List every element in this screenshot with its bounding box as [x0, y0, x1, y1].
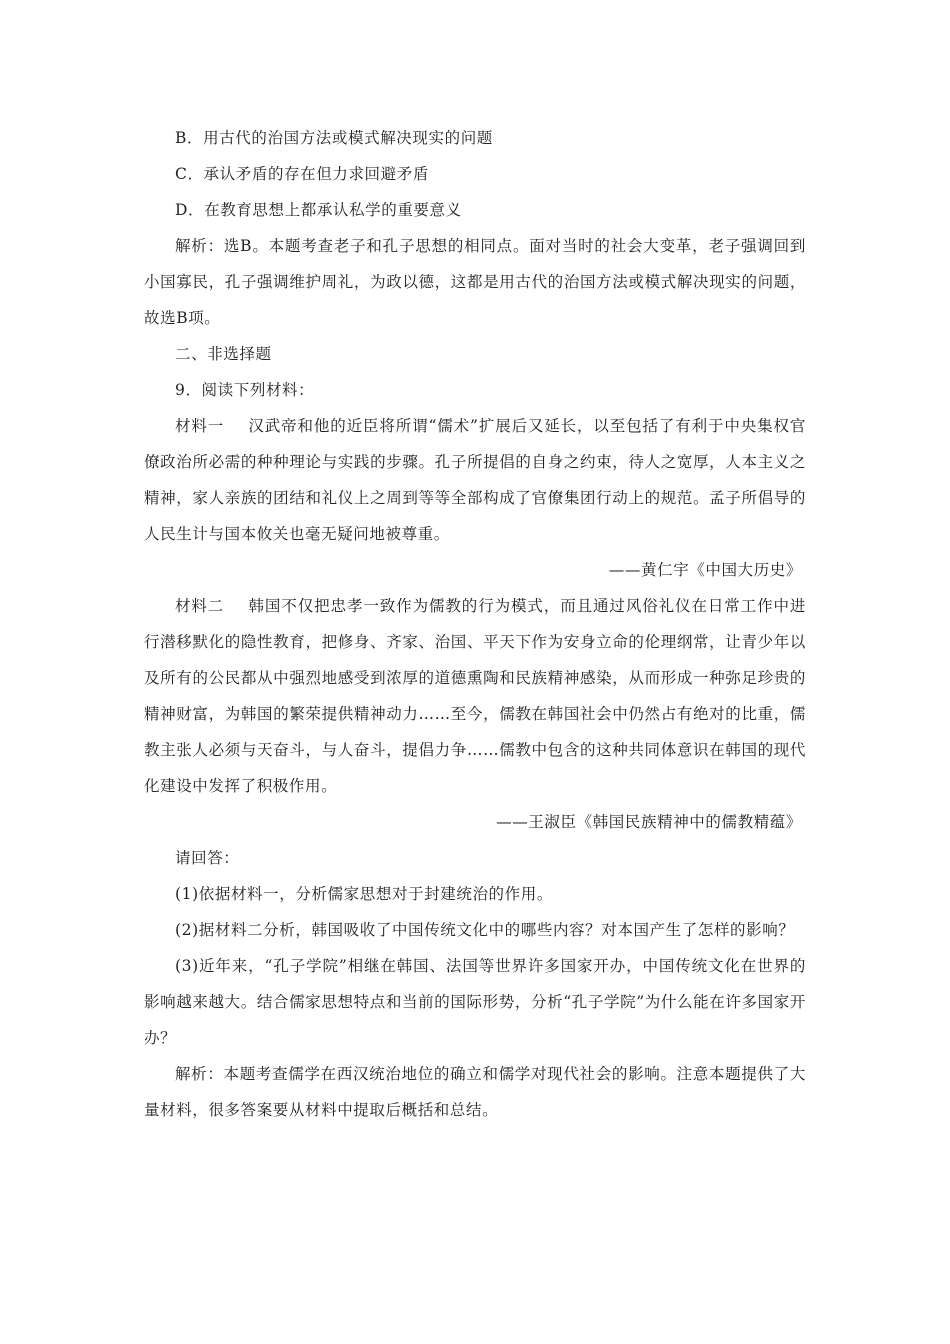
option-c: C．承认矛盾的存在但力求回避矛盾	[175, 165, 429, 183]
material-one	[144, 408, 806, 552]
document-body	[144, 120, 806, 1128]
analysis-question-8: 解析：选B。本题考查老子和孔子思想的相同点。面对当时的社会大变革，老子强调回到小国寡民，孔子强调维护周礼，为政以德，这都是用古代的治国方法或模式解决现实的问题，故选B项。	[144, 237, 806, 327]
material-two-label: 材料二	[175, 597, 225, 615]
analysis-question-9: 解析：本题考查儒学在西汉统治地位的确立和儒学对现代社会的影响。注意本题提供了大量材料，很多答案要从材料中提取后概括和总结。	[144, 1065, 806, 1119]
sub-question-1: (1)依据材料一，分析儒家思想对于封建统治的作用。	[175, 885, 553, 903]
material-one-text: 汉武帝和他的近臣将所谓“儒术”扩展后又延长，以至包括了有利于中央集权官僚政治所必需的种种理论与实践的步骤。孔子所提倡的自身之约束，待人之宽厚，人本主义之精神，家人亲族的团结和礼仪上之周到等等全部构成了官僚集团行动上的规范。孟子所倡导的人民生计与国本攸关也毫无疑问地被尊重。	[144, 417, 806, 543]
section-title: 二、非选择题	[175, 345, 272, 363]
material-two-source: ——王淑臣《韩国民族精神中的儒教精蕴》	[496, 813, 802, 831]
material-one-source: ——黄仁宇《中国大历史》	[608, 561, 802, 579]
option-d: D．在教育思想上都承认私学的重要意义	[175, 201, 462, 219]
material-two	[144, 588, 806, 804]
material-two-text: 韩国不仅把忠孝一致作为儒教的行为模式，而且通过风俗礼仪在日常工作中进行潜移默化的隐性教育，把修身、齐家、治国、平天下作为安身立命的伦理纲常，让青少年以及所有的公民都从中强烈地感受到浓厚的道德熏陶和民族精神感染，从而形成一种弥足珍贵的精神财富，为韩国的繁荣提供精神动力……至今，儒教在韩国社会中仍然占有绝对的比重，儒教主张人必须与天奋斗，与人奋斗，提倡力争……儒教中包含的这种共同体意识在韩国的现代化建设中发挥了积极作用。	[144, 597, 806, 795]
answer-prompt: 请回答：	[175, 849, 240, 867]
sub-question-2: (2)据材料二分析，韩国吸收了中国传统文化中的哪些内容？对本国产生了怎样的影响？	[175, 921, 795, 939]
question-9-stem: 9．阅读下列材料：	[175, 381, 315, 399]
material-one-label: 材料一	[175, 417, 225, 435]
option-b: B．用古代的治国方法或模式解决现实的问题	[175, 129, 493, 147]
sub-question-3: (3)近年来，“孔子学院”相继在韩国、法国等世界许多国家开办，中国传统文化在世界的影响越来越大。结合儒家思想特点和当前的国际形势，分析“孔子学院”为什么能在许多国家开办？	[144, 957, 806, 1047]
